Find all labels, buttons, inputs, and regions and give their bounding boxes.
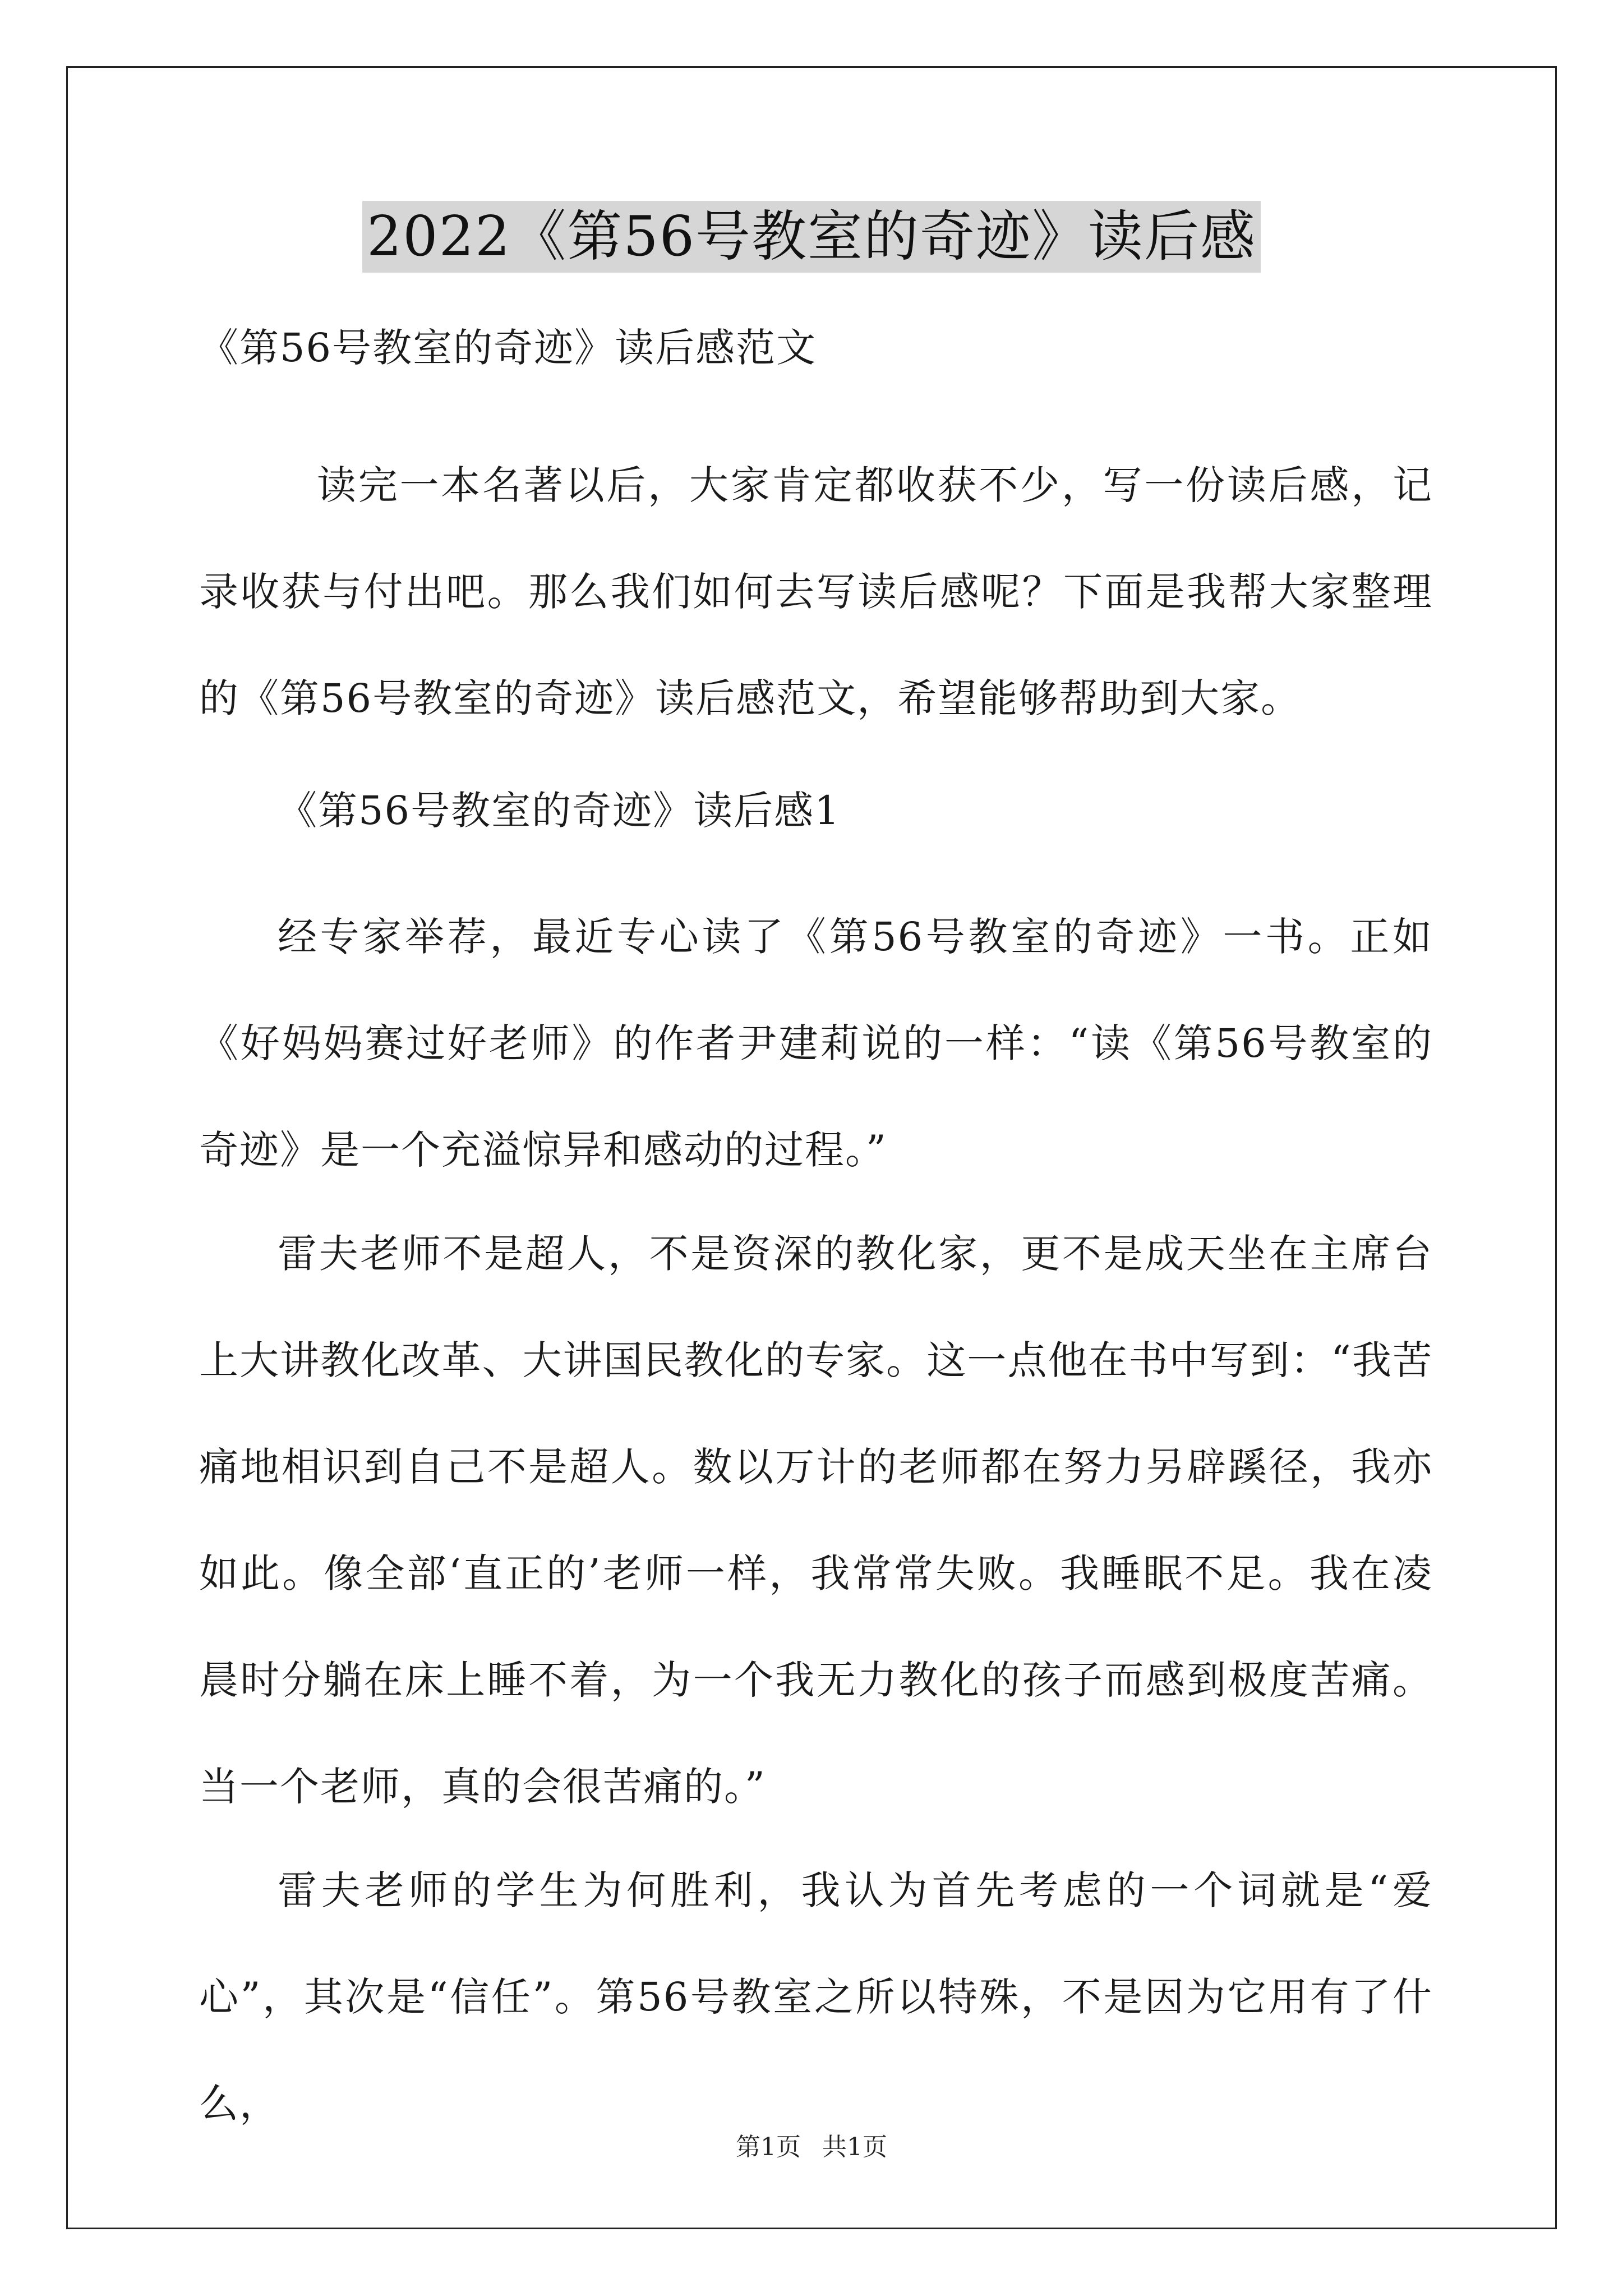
intro-paragraph: 读完一本名著以后，大家肯定都收获不少，写一份读后感，记录收获与付出吧。那么我们如何去写读后感呢？下面是我帮大家整理的《第56号教室的奇迹》读后感范文，希望能够帮助到大家。 [199, 462, 1433, 721]
paragraph-1: 经专家举荐，最近专心读了《第56号教室的奇迹》一书。正如《好妈妈赛过好老师》的作者尹建莉说的一样：“读《第56号教室的奇迹》是一个充溢惊异和感动的过程。” [199, 914, 1433, 1173]
page-footer [0, 2131, 1623, 2164]
page-number: 第1页 [736, 2133, 801, 2161]
document-subtitle: 《第56号教室的奇迹》读后感范文 [199, 325, 817, 371]
document-title: 2022《第56号教室的奇迹》读后感 [362, 201, 1261, 273]
title-container [0, 201, 1623, 273]
page-total: 共1页 [822, 2133, 887, 2161]
paragraph-3: 雷夫老师的学生为何胜利，我认为首先考虑的一个词就是“爱心”，其次是“信任”。第56号教室之所以特殊，不是因为它用有了什么， [199, 1867, 1433, 2127]
section-heading: 《第56号教室的奇迹》读后感1 [278, 788, 841, 834]
paragraph-2: 雷夫老师不是超人，不是资深的教化家，更不是成天坐在主席台上大讲教化改革、大讲国民教化的专家。这一点他在书中写到：“我苦痛地相识到自己不是超人。数以万计的老师都在努力另辟蹊径，我亦如此。像全部‘直正的’老师一样，我常常失败。我睡眠不足。我在凌晨时分躺在床上睡不着，为一个我无力教化的孩子而感到极度苦痛。当一个老师，真的会很苦痛的。” [199, 1231, 1433, 1810]
